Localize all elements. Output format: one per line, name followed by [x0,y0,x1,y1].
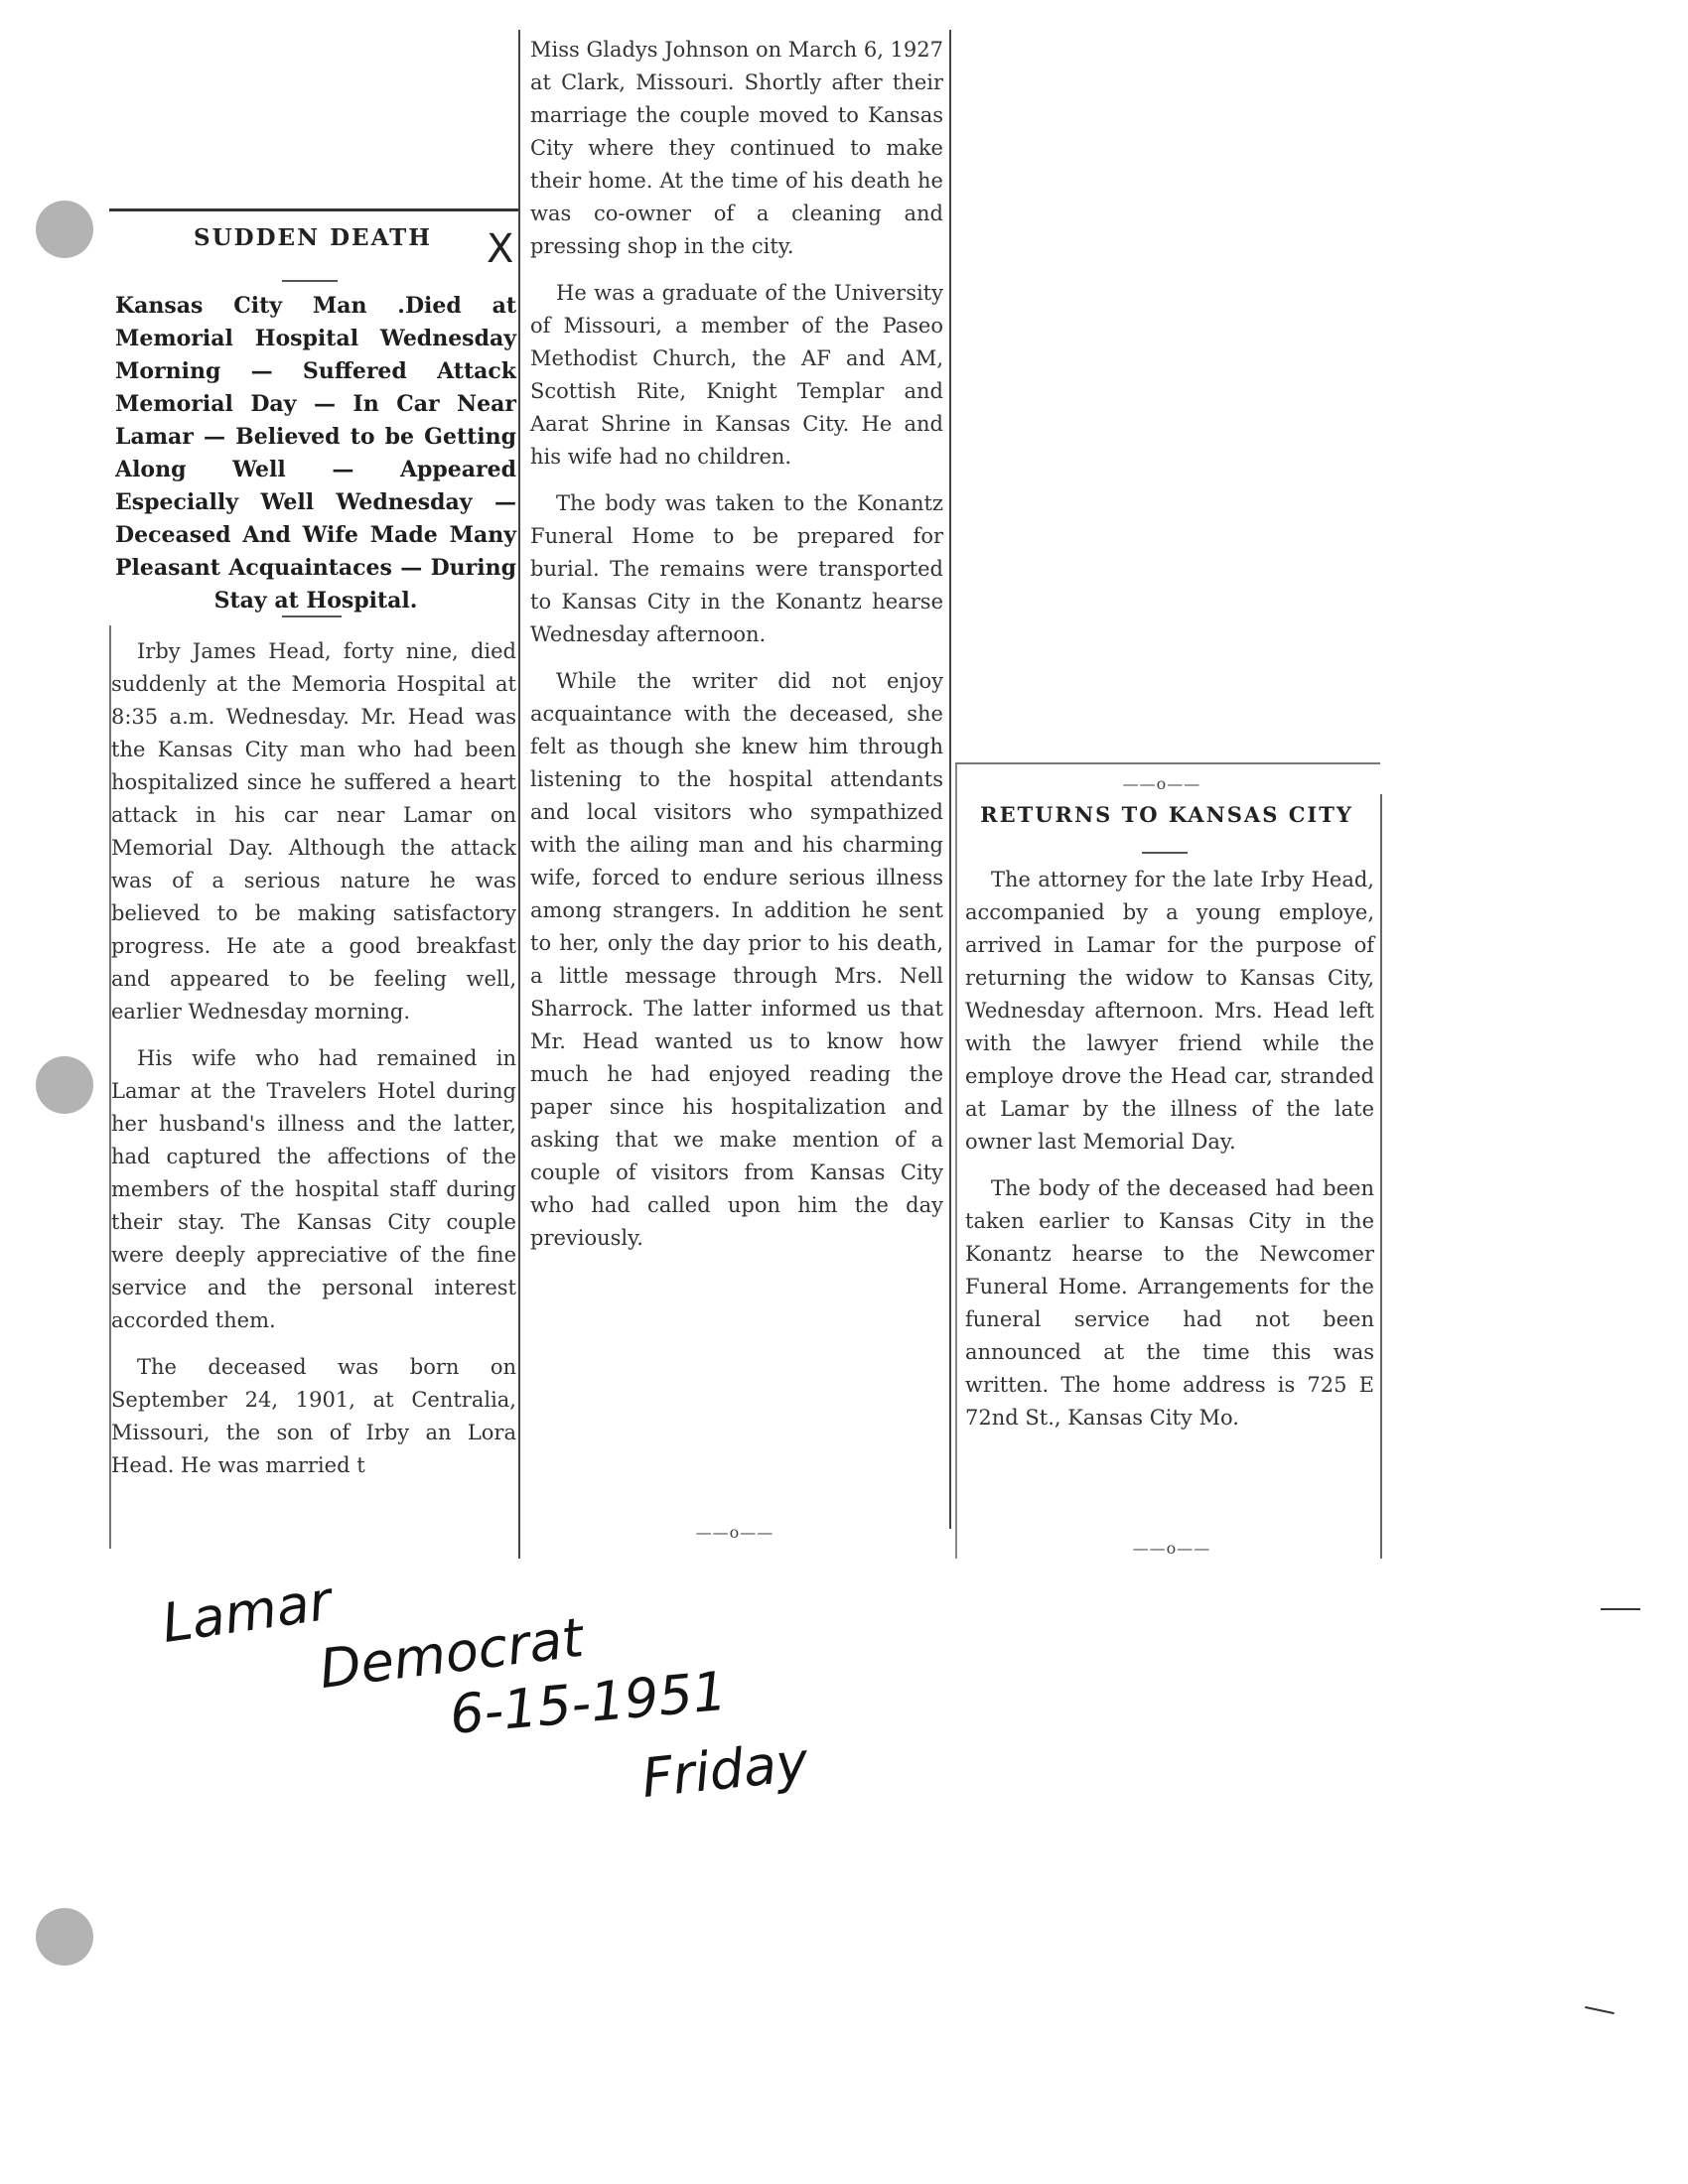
handwritten-x-mark: X [487,226,514,272]
handwritten-newspaper-name-line1: Lamar [158,1569,336,1655]
article2-end-mark: ——o—— [1132,1539,1211,1558]
punch-hole-bottom [36,1908,93,1966]
punch-hole-top [36,201,93,258]
handwritten-date: 6-15-1951 [447,1659,730,1746]
paragraph-1: Irby James Head, forty nine, died suddenly at the Memoria Hospital at 8:35 a.m. Wednesday. Mr. Head was the Kansas City man who had been hospitalized since he suffered a heart attack in his car near Lamar on Memorial Day. Although the attack was of a serious nature he was believed to be making satisfactory progress. He ate a good breakfast and appeared to be feeling well, earlier Wednesday morning. [111,639,516,1024]
margin-mark-1 [1601,1608,1640,1610]
article2-top-mark: ——o—— [1122,774,1201,793]
article2-top-rule [955,762,1380,764]
article-deck: Kansas City Man .Died at Memorial Hospital Wednesday Morning — Suffered Attack Memorial Day — In Car Near Lamar — Believed to be Getting Along Well — Appeared Especially Well Wednesday —Deceased And Wife Made Many Pleasant Acquaintaces — During Stay at Hospital. [115,293,516,614]
article2-headline: RETURNS TO KANSAS CITY [980,802,1353,827]
paragraph-7: While the writer did not enjoy acquaintance with the deceased, she felt as though she knew him through listening to the hospital attendants and local visitors who sympathized with the ailing man and his charming wife, forced to endure serious illness among strangers. In addition he sent to her, only the day prior to his death, a little message through Mrs. Nell Sharrock. The latter informed us that Mr. Head wanted us to know how much he had enjoyed reading the paper since his hospitalization and asking that we make mention of a couple of visitors from Kansas City who had called upon him the day previously. [530,669,943,1250]
article-headline: SUDDEN DEATH [193,224,433,251]
paragraph-4: Miss Gladys Johnson on March 6, 1927 at Clark, Missouri. Shortly after their marriage the couple moved to Kansas City where they continued to make their home. At the time of his death he was co-owner of a cleaning and pressing shop in the city. [530,38,943,258]
article-column-1 [111,635,516,1496]
article2-rule-right [1380,794,1382,1559]
paragraph-3: The deceased was born on September 24, 1901, at Centralia, Missouri, the son of Irby an Lora Head. He was married t [111,1355,516,1477]
punch-hole-middle [36,1056,93,1114]
handwritten-weekday: Friday [638,1729,811,1810]
article-column-2 [530,34,943,1269]
handwritten-newspaper-name-line2: Democrat [316,1605,587,1701]
deck-dash [282,615,342,617]
article2-paragraph-2: The body of the deceased had been taken earlier to Kansas City in the Konantz hearse to the Newcomer Funeral Home. Arrangements for the funeral service had not been announced at the time this was written. The home address is 725 E 72nd St., Kansas City Mo. [965,1176,1374,1430]
column-rule-right [949,30,951,1529]
paragraph-2: His wife who had remained in Lamar at the Travelers Hotel during her husband's illness and the latter, had captured the affections of the members of the hospital staff during their stay. The Kansas City couple were deeply appreciative of the fine service and the personal interest accorded them. [111,1046,516,1332]
article-end-mark: ——o—— [695,1523,774,1542]
paragraph-6: The body was taken to the Konantz Funeral Home to be prepared for burial. The remains were transported to Kansas City in the Konantz hearse Wednesday afternoon. [530,491,943,646]
margin-mark-2 [1585,2006,1615,2014]
paragraph-5: He was a graduate of the University of Missouri, a member of the Paseo Methodist Church, the AF and AM, Scottish Rite, Knight Templar and Aarat Shrine in Kansas City. He and his wife had no children. [530,281,943,469]
headline-dash [282,280,338,282]
column-rule-middle [518,30,520,1559]
article-top-rule [109,208,518,211]
article2-column [965,864,1374,1448]
article2-headline-dash [1142,852,1188,854]
article2-rule-left [955,764,957,1559]
article2-paragraph-1: The attorney for the late Irby Head, accompanied by a young employe, arrived in Lamar for the purpose of returning the widow to Kansas City, Wednesday afternoon. Mrs. Head left with the lawyer friend while the employe drove the Head car, stranded at Lamar by the illness of the late owner last Memorial Day. [965,868,1374,1154]
